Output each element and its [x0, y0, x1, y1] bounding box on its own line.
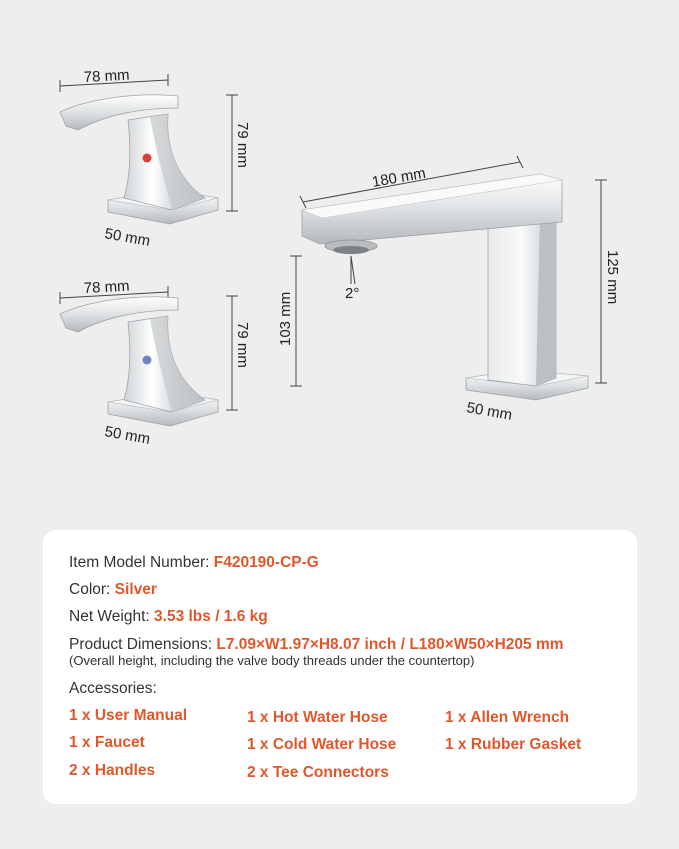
handle2-base-label: 50 mm — [103, 423, 152, 448]
hot-handle — [60, 67, 251, 250]
spout-base-label: 50 mm — [465, 399, 514, 424]
model-label: Item Model Number: — [69, 554, 210, 571]
color-label: Color: — [69, 581, 111, 598]
model-row — [69, 554, 319, 572]
accessory-item: 1 x Rubber Gasket — [445, 736, 582, 753]
spout-length-label: 180 mm — [370, 164, 428, 191]
color-value: Silver — [114, 581, 157, 598]
dimensions-row — [69, 636, 564, 654]
spout-angle-label: 2° — [345, 285, 360, 302]
model-value: F420190-CP-G — [213, 554, 319, 571]
spout-clearance-label: 103 mm — [277, 291, 294, 346]
spout-height-label: 125 mm — [604, 250, 621, 305]
handle2-width-label: 78 mm — [83, 277, 130, 297]
accessory-item: 1 x Cold Water Hose — [247, 736, 397, 753]
accessory-item: 1 x Allen Wrench — [445, 709, 570, 726]
dimensions-label: Product Dimensions: — [69, 636, 213, 653]
accessory-item: 1 x Hot Water Hose — [247, 709, 388, 726]
accessory-item: 2 x Handles — [69, 762, 156, 779]
handle1-height-label: 79 mm — [234, 122, 251, 168]
cold-indicator — [143, 356, 152, 365]
weight-label: Net Weight: — [69, 608, 150, 625]
spec-card — [43, 530, 637, 804]
dimensions-value: L7.09×W1.97×H8.07 inch / L180×W50×H205 mm — [216, 636, 564, 653]
accessory-item: 1 x User Manual — [69, 707, 188, 724]
hot-indicator — [143, 154, 152, 163]
handle1-width-label: 78 mm — [83, 66, 130, 86]
handle1-base-label: 50 mm — [103, 225, 152, 250]
accessory-item: 2 x Tee Connectors — [247, 764, 389, 781]
cold-handle — [60, 278, 251, 448]
handle2-height-label: 79 mm — [234, 322, 251, 368]
accessories-label: Accessories: — [69, 680, 157, 697]
weight-row — [69, 608, 268, 626]
accessory-item: 1 x Faucet — [69, 734, 145, 751]
spout — [277, 156, 621, 424]
weight-value: 3.53 lbs / 1.6 kg — [154, 608, 268, 625]
dimensions-note: (Overall height, including the valve body threads under the countertop) — [69, 653, 475, 668]
color-row — [69, 581, 157, 599]
